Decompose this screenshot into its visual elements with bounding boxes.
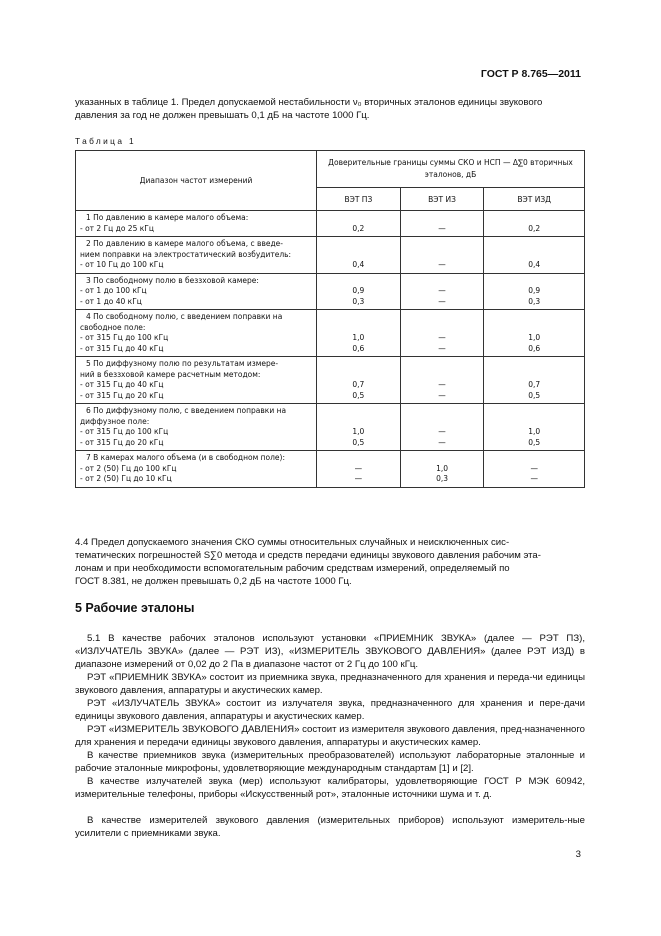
cell-value: — — [438, 296, 446, 306]
row-label — [76, 237, 317, 274]
row-label-line: 3 По свободному полю в беззховой камере: — [86, 275, 259, 285]
table-row — [76, 273, 585, 310]
value-cell-izd — [484, 211, 585, 237]
table-caption: Таблица 1 — [75, 136, 137, 146]
row-label-line: 4 По свободному полю, с введением поправки на — [86, 312, 283, 321]
cell-value: 1,0 — [352, 427, 365, 436]
section-5-paragraph: РЭТ «ИЗЛУЧАТЕЛЬ ЗВУКА» состоит из излучателя звука, предназначенного для хранения и пере-дачи единицы звукового давления, аппаратуры и акустических камер. — [75, 698, 585, 722]
row-label-line: - от 10 Гц до 100 кГц — [80, 260, 164, 269]
row-label-line: - от 315 Гц до 100 кГц — [80, 427, 169, 436]
cell-value: 0,7 — [528, 380, 541, 389]
value-cell-izd — [484, 357, 585, 404]
section-5-paragraph: РЭТ «ПРИЕМНИК ЗВУКА» состоит из приемника звука, предназначенного для хранения и переда-чи единицы звукового давления, аппаратуры и акустических камер. — [75, 672, 585, 696]
table-row — [76, 357, 585, 404]
table-row — [76, 211, 585, 237]
cell-value: — — [438, 427, 446, 436]
paragraph-4-4 — [75, 536, 585, 588]
cell-value: 0,6 — [528, 343, 541, 353]
section-5-paragraph: В качестве приемников звука (измерительных преобразователей) используют лабораторные эталонные и рабочие эталонные микрофоны, удовлетворяющие международным стандартам [1] и [2]. — [75, 750, 585, 774]
value-cell-pz — [317, 310, 401, 357]
table-row — [76, 451, 585, 488]
cell-value: — — [438, 380, 446, 389]
cell-value: 0,9 — [528, 286, 541, 295]
row-label — [76, 211, 317, 237]
page-number: 3 — [575, 849, 581, 860]
cell-value: 0,2 — [528, 223, 541, 233]
cell-value: 0,5 — [352, 390, 365, 400]
data-table — [75, 150, 585, 488]
header-range: Диапазон частот измерений — [76, 151, 317, 211]
cell-value: 0,6 — [352, 343, 365, 353]
row-label-line: нием поправки на электростатический возбудитель: — [80, 249, 292, 259]
cell-value: 1,0 — [528, 333, 541, 342]
header-vet-izd: ВЭТ ИЗД — [484, 188, 585, 211]
row-label-line: - от 315 Гц до 20 кГц — [80, 390, 164, 400]
row-label-line: - от 2 (50) Гц до 10 кГц — [80, 474, 172, 483]
cell-value: 0,2 — [352, 223, 365, 233]
cell-value: 0,4 — [352, 260, 365, 269]
cell-value: 0,5 — [352, 437, 365, 447]
row-label-line: - от 2 (50) Гц до 100 кГц — [80, 463, 177, 473]
row-label-line: - от 315 Гц до 20 кГц — [80, 437, 164, 447]
cell-value: 1,0 — [528, 427, 541, 436]
value-cell-pz — [317, 357, 401, 404]
row-label-line: свободное поле: — [80, 322, 146, 332]
section-5-paragraph: В качестве измерителей звукового давления (измерительных приборов) используют измеритель-ные усилители с приемниками звука. — [75, 815, 585, 839]
cell-value: 0,9 — [352, 286, 365, 295]
row-label — [76, 310, 317, 357]
value-cell-izd — [484, 451, 585, 488]
row-label-line: - от 315 Гц до 100 кГц — [80, 333, 169, 342]
value-cell-pz — [317, 211, 401, 237]
cell-value: 1,0 — [352, 333, 365, 342]
row-label-line: 7 В камерах малого объема (и в свободном поле): — [86, 453, 285, 462]
value-cell-iz — [400, 237, 484, 274]
value-cell-pz — [317, 273, 401, 310]
header-vet-iz: ВЭТ ИЗ — [400, 188, 484, 211]
value-cell-pz — [317, 237, 401, 274]
cell-value: — — [438, 223, 446, 233]
cell-value: — — [438, 437, 446, 447]
table-row — [76, 310, 585, 357]
value-cell-iz — [400, 404, 484, 451]
value-cell-iz — [400, 273, 484, 310]
value-cell-pz — [317, 404, 401, 451]
value-cell-izd — [484, 237, 585, 274]
cell-value: 0,5 — [528, 390, 541, 400]
cell-value: 0,7 — [352, 380, 365, 389]
cell-value: — — [438, 343, 446, 353]
row-label-line: 5 По диффузному полю по результатам измере- — [86, 359, 279, 368]
document-header: ГОСТ Р 8.765—2011 — [480, 68, 581, 80]
cell-value: — — [530, 474, 538, 483]
row-label-line: - от 315 Гц до 40 кГц — [80, 343, 164, 353]
cell-value: — — [438, 333, 446, 342]
row-label-line: - от 315 Гц до 40 кГц — [80, 380, 164, 389]
intro-line-2: давления за год не должен превышать 0,1 дБ на частоте 1000 Гц. — [75, 110, 370, 121]
cell-value: — — [438, 260, 446, 269]
value-cell-iz — [400, 310, 484, 357]
row-label-line: - от 1 до 100 кГц — [80, 286, 147, 295]
value-cell-iz — [400, 211, 484, 237]
row-label — [76, 357, 317, 404]
value-cell-izd — [484, 310, 585, 357]
cell-value: 0,4 — [528, 260, 541, 269]
value-cell-iz — [400, 357, 484, 404]
row-label — [76, 404, 317, 451]
row-label-line: - от 2 Гц до 25 кГц — [80, 223, 154, 233]
value-cell-izd — [484, 404, 585, 451]
cell-value: 1,0 — [436, 463, 449, 473]
row-label-line: 6 По диффузному полю, с введением поправки на — [86, 406, 287, 415]
row-label-line: 1 По давлению в камере малого объема: — [86, 213, 249, 222]
table-row — [76, 404, 585, 451]
row-label-line: - от 1 до 40 кГц — [80, 296, 142, 306]
row-label-line: ний в беззховой камере расчетным методом: — [80, 369, 261, 379]
value-cell-iz — [400, 451, 484, 488]
cell-value: — — [438, 390, 446, 400]
cell-value: 0,5 — [528, 437, 541, 447]
row-label — [76, 451, 317, 488]
cell-value: 0,3 — [352, 296, 365, 306]
intro-line-1: указанных в таблице 1. Предел допускаемой нестабильности ν₀ вторичных эталонов единицы звукового — [75, 97, 543, 108]
header-vet-pz: ВЭТ ПЗ — [317, 188, 401, 211]
row-label — [76, 273, 317, 310]
cell-value: — — [438, 286, 446, 295]
cell-value: — — [354, 474, 363, 483]
section-5-paragraph: В качестве излучателей звука (мер) используют калибраторы, удовлетворяющие ГОСТ Р МЭК 60942, измерительные телефоны, приборы «Искусственный рот», эталонные источники шума и т. д. — [75, 776, 585, 800]
cell-value: 0,3 — [436, 474, 449, 483]
table-row — [76, 237, 585, 274]
section-5-paragraph: 5.1 В качестве рабочих эталонов используют установки «ПРИЕМНИК ЗВУКА» (далее — РЭТ ПЗ), «ИЗЛУЧАТЕЛЬ ЗВУКА» (далее — РЭТ ИЗ), «ИЗМЕРИТЕЛЬ ЗВУКОВОГО ДАВЛЕНИЯ» (далее РЭТ ИЗД) в диапазоне измерений от 0,02 до 2 Па в диапазоне частот от 2 Гц до 100 кГц. — [75, 633, 585, 670]
value-cell-pz — [317, 451, 401, 488]
p44-line-3: лонам и при необходимости вспомогательным рабочим средствам измерений, определяемый по — [75, 563, 510, 574]
header-group: Доверительные границы суммы СКО и НСП — Δ∑0 вторичных эталонов, дБ — [317, 151, 585, 188]
value-cell-izd — [484, 273, 585, 310]
p44-line-2: тематических погрешностей S∑0 метода и средств передачи единицы звукового давления рабочим эта- — [75, 550, 541, 561]
p44-line-4: ГОСТ 8.381, не должен превышать 0,2 дБ на частоте 1000 Гц. — [75, 576, 352, 587]
row-label-line: диффузное поле: — [80, 416, 150, 426]
row-label-line: 2 По давлению в камере малого объема, с введе- — [86, 239, 283, 248]
intro-paragraph — [75, 96, 585, 122]
cell-value: — — [530, 463, 538, 473]
p44-line-1: 4.4 Предел допускаемого значения СКО суммы относительных случайных и неисключенных сис- — [75, 537, 510, 548]
cell-value: 0,3 — [528, 296, 541, 306]
section-5-paragraph: РЭТ «ИЗМЕРИТЕЛЬ ЗВУКОВОГО ДАВЛЕНИЯ» состоит из измерителя звукового давления, пред-назначенного для хранения и передачи единицы звукового давления, аппаратуры и акустических камер. — [75, 724, 585, 748]
section-5-title: 5 Рабочие эталоны — [75, 601, 195, 615]
cell-value: — — [354, 463, 363, 473]
